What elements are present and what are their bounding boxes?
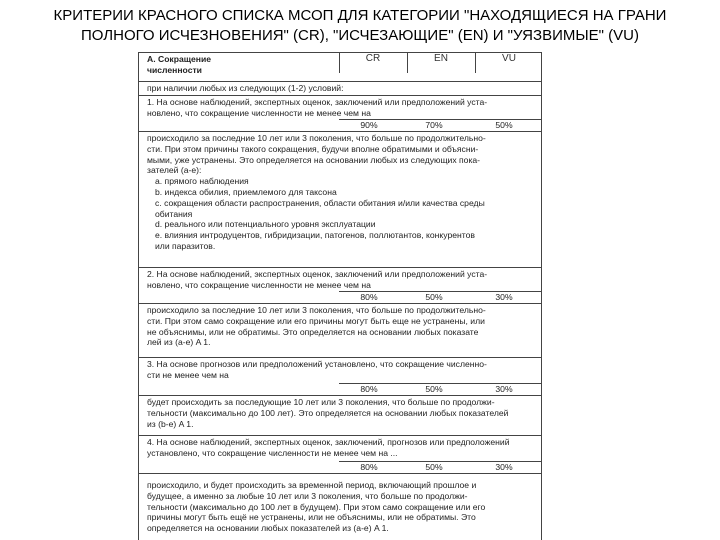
statement-line: новлено, что сокращение численности не менее чем на xyxy=(147,107,371,118)
slide-title xyxy=(0,6,720,46)
statement-line: 1. На основе наблюдений, экспертных оценок, заключений или предположений уста- xyxy=(147,97,488,107)
column-header-vu: VU xyxy=(502,53,516,64)
section-header xyxy=(139,53,339,81)
body-line: тельности (максимально до 100 лет). Это определяется на основании любых показателей xyxy=(147,407,509,418)
threshold-en: 50% xyxy=(425,462,443,472)
body-line: из (b-e) A 1. xyxy=(147,418,194,429)
body-line: мыми, уже устранены. Это определяется на основании любых из следующих пока- xyxy=(147,154,481,165)
body-line: зателей (a-e): xyxy=(147,165,202,176)
threshold-en: 50% xyxy=(425,292,443,302)
body-line: происходило, и будет происходить за временной период, включающий прошлое и xyxy=(147,480,477,490)
header-divider xyxy=(407,53,408,73)
statement-line: 3. На основе прогнозов или предположений установлено, что сокращение численно- xyxy=(147,359,487,369)
body-line: тельности (максимально до 100 лет в будущем). При этом само сокращение или его xyxy=(147,501,486,512)
criterion-4-statement xyxy=(139,435,541,461)
indicator-e-cont: или паразитов. xyxy=(155,240,216,251)
section-header-line-2: численности xyxy=(147,64,202,75)
criteria-table xyxy=(138,52,542,540)
intro-row xyxy=(139,81,541,95)
statement-line: новлено, что сокращение численности не менее чем на xyxy=(147,279,371,290)
header-divider xyxy=(339,53,340,73)
body-line: лей из (а-е) A 1. xyxy=(147,337,211,348)
threshold-vu: 30% xyxy=(495,462,513,472)
indicator-a: a. прямого наблюдения xyxy=(155,176,249,187)
statement-line: 2. На основе наблюдений, экспертных оценок, заключений или предположений уста- xyxy=(147,269,488,279)
indicator-c: c. сокращения области распространения, области обитания и/или качества среды xyxy=(155,197,485,208)
body-line: происходило за последние 10 лет или 3 поколения, что больше по продолжительно- xyxy=(147,133,486,143)
criterion-1-statement xyxy=(139,95,541,119)
threshold-cr: 80% xyxy=(360,462,378,472)
body-line: сти. При этом причины такого сокращения, будучи вполне обратимыми и объясни- xyxy=(147,143,479,154)
statement-line: сти не менее чем на xyxy=(147,369,229,380)
body-line: происходило за последние 10 лет или 3 поколения, что больше по продолжительно- xyxy=(147,305,486,315)
threshold-cr: 80% xyxy=(360,384,378,394)
indicator-e: e. влияния интродуцентов, гибридизации, патогенов, поллютантов, конкурентов xyxy=(155,230,475,241)
threshold-cr: 80% xyxy=(360,292,378,302)
criterion-2-body xyxy=(139,303,541,355)
body-line: не объяснимы, или не обратимы. Это определяется на основании любых показате xyxy=(147,326,479,337)
threshold-en: 50% xyxy=(425,384,443,394)
body-line: будущее, а именно за любые 10 лет или 3 поколения, что больше по продолжи- xyxy=(147,490,468,501)
threshold-vu: 30% xyxy=(495,292,513,302)
body-line: сти. При этом само сокращение или его причины могут быть еще не устранены, или xyxy=(147,315,485,326)
body-line: будет происходить за последующие 10 лет или 3 поколения, что больше по продолжи- xyxy=(147,397,495,407)
slide-title-line-2: ПОЛНОГО ИСЧЕЗНОВЕНИЯ" (CR), "ИСЧЕЗАЮЩИЕ" (EN) И "УЯЗВИМЫЕ" (VU) xyxy=(81,27,639,44)
body-line: причины могут быть ещё не устранены, или не объяснимы, или не обратимы. Это xyxy=(147,512,476,523)
body-line: определяется на основании любых показателей из (a-e) A 1. xyxy=(147,523,389,534)
slide-title-line-1: КРИТЕРИИ КРАСНОГО СПИСКА МСОП ДЛЯ КАТЕГОРИИ "НАХОДЯЩИЕСЯ НА ГРАНИ xyxy=(53,7,667,24)
statement-line: установлено, что сокращение численности не менее чем на ... xyxy=(147,447,398,458)
threshold-en: 70% xyxy=(425,120,443,130)
section-header-line-1: A. Сокращение xyxy=(147,54,212,64)
header-divider xyxy=(475,53,476,73)
criterion-3-body xyxy=(139,395,541,435)
criterion-4-body xyxy=(139,473,541,540)
indicator-d: d. реального или потенциального уровня эксплуатации xyxy=(155,219,376,230)
threshold-vu: 50% xyxy=(495,120,513,130)
intro-text: при наличии любых из следующих (1-2) условий: xyxy=(147,83,344,93)
column-header-en: EN xyxy=(434,53,448,64)
threshold-cr: 90% xyxy=(360,120,378,130)
criterion-2-statement xyxy=(139,267,541,291)
criterion-3-statement xyxy=(139,357,541,383)
statement-line: 4. На основе наблюдений, экспертных оценок, заключений, прогнозов или предположений xyxy=(147,437,510,447)
indicator-b: b. индекса обилия, приемлемого для таксона xyxy=(155,186,337,197)
criterion-1-body xyxy=(139,131,541,264)
threshold-vu: 30% xyxy=(495,384,513,394)
column-header-cr: CR xyxy=(365,53,381,64)
indicator-c-cont: обитания xyxy=(155,208,193,219)
